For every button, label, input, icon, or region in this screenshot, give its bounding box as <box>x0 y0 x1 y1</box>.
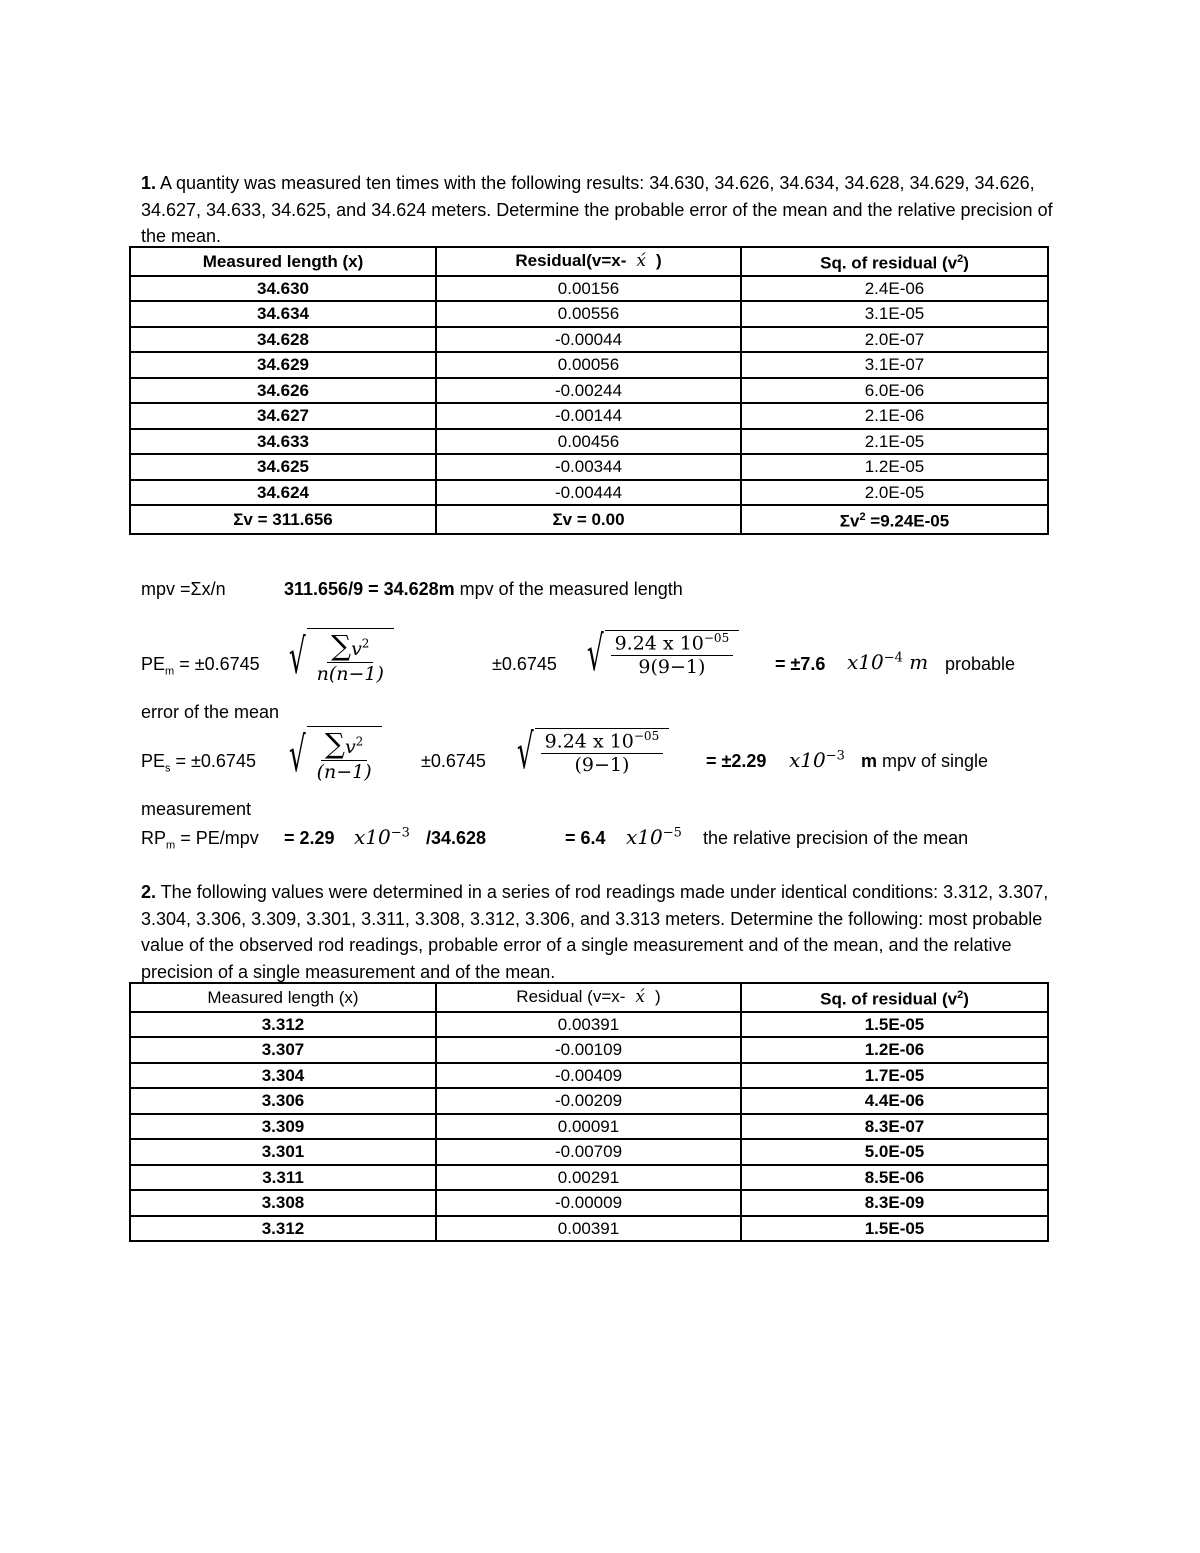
table-row <box>130 378 1048 404</box>
rpm-label: $RP_m = PE/mpv$ <box>141 828 259 852</box>
x-mean-symbol: x́ <box>636 251 646 272</box>
pem-text: probable <box>945 654 1016 674</box>
measured-length-cell: 3.307 <box>130 1037 436 1063</box>
residual-cell: -0.00444 <box>436 480 741 506</box>
residual-cell: -0.00044 <box>436 327 741 353</box>
residual-cell: 0.00391 <box>436 1012 741 1038</box>
residual-cell: 0.00091 <box>436 1114 741 1140</box>
measured-length-cell: 34.626 <box>130 378 436 404</box>
total-x: Σv = 311.656 <box>130 505 436 534</box>
mpv-text: mpv of the measured length <box>454 579 683 599</box>
col-header-measured-length: Measured length (x) <box>130 247 436 276</box>
table-totals-row <box>130 505 1048 534</box>
total-v2: $\Sigma v^2 =9.24E-05$ <box>741 505 1048 534</box>
measured-length-cell: 3.306 <box>130 1088 436 1114</box>
problem-2-table <box>129 982 1049 1242</box>
rpm-times: $x10^{-3}$ <box>354 825 410 849</box>
measured-length-cell: 34.630 <box>130 276 436 302</box>
pes-formula: √ $\frac{\sum v^2}{(n-1)}$ <box>282 726 382 783</box>
problem-2-table-body <box>130 1012 1048 1242</box>
table-row <box>130 1088 1048 1114</box>
sq-residual-cell: 2.0E-05 <box>741 480 1048 506</box>
sq-residual-cell: 8.3E-07 <box>741 1114 1048 1140</box>
rpm-text: the relative precision of the mean <box>703 828 969 848</box>
residual-cell: -0.00344 <box>436 454 741 480</box>
residual-cell: -0.00009 <box>436 1190 741 1216</box>
problem-1-text: A quantity was measured ten times with the following results: 34.630, 34.626, 34.634, 34.628, 34.629, 34.626, 34.627, 34.633, 34.625, and 34.624 meters. Determine the probable error of the mean and the relative precision of the mean. <box>141 173 1053 246</box>
problem-1-number: 1. <box>141 173 157 193</box>
measured-length-cell: 34.627 <box>130 403 436 429</box>
table-row <box>130 276 1048 302</box>
residual-cell: -0.00244 <box>436 378 741 404</box>
pem-times: $x10^{-4}$ m <box>847 650 929 674</box>
pes-text-2: measurement <box>141 799 252 819</box>
measured-length-cell: 3.308 <box>130 1190 436 1216</box>
measured-length-cell: 3.301 <box>130 1139 436 1165</box>
sq-residual-cell: 1.5E-05 <box>741 1216 1048 1242</box>
table-row <box>130 1216 1048 1242</box>
residual-cell: -0.00109 <box>436 1037 741 1063</box>
rpm-times-2: $x10^{-5}$ <box>626 825 682 849</box>
rpm-div: /34.628 <box>426 828 487 848</box>
table-row <box>130 1037 1048 1063</box>
pes-coef: ±0.6745 <box>421 751 486 771</box>
rpm-result: = 6.4 <box>565 828 606 848</box>
sq-residual-cell: 3.1E-05 <box>741 301 1048 327</box>
measured-length-cell: 34.634 <box>130 301 436 327</box>
table-row <box>130 1114 1048 1140</box>
pem-text-2: error of the mean <box>141 702 280 722</box>
measured-length-cell: 34.628 <box>130 327 436 353</box>
sq-residual-cell: 6.0E-06 <box>741 378 1048 404</box>
table-row <box>130 480 1048 506</box>
table-row <box>130 1190 1048 1216</box>
pem-coef: ±0.6745 <box>492 654 557 674</box>
sq-residual-cell: 1.2E-05 <box>741 454 1048 480</box>
sq-residual-cell: 1.5E-05 <box>741 1012 1048 1038</box>
problem-1-table <box>129 246 1049 535</box>
x-mean-symbol: x́ <box>635 987 646 1008</box>
measured-length-cell: 3.312 <box>130 1012 436 1038</box>
sq-residual-cell: 4.4E-06 <box>741 1088 1048 1114</box>
sq-residual-cell: 8.5E-06 <box>741 1165 1048 1191</box>
table-row <box>130 429 1048 455</box>
measured-length-cell: 3.304 <box>130 1063 436 1089</box>
measured-length-cell: 3.311 <box>130 1165 436 1191</box>
mpv-label: mpv =Σx/n <box>141 579 226 599</box>
residual-cell: 0.00391 <box>436 1216 741 1242</box>
residual-cell: -0.00409 <box>436 1063 741 1089</box>
measured-length-cell: 34.624 <box>130 480 436 506</box>
sq-residual-cell: 2.4E-06 <box>741 276 1048 302</box>
table-row <box>130 1012 1048 1038</box>
measured-length-cell: 34.629 <box>130 352 436 378</box>
problem-1-table-body <box>130 276 1048 506</box>
table-row <box>130 403 1048 429</box>
table-header-row <box>130 247 1048 276</box>
problem-2-text: The following values were determined in a series of rod readings made under identical conditions: 3.312, 3.307, 3.304, 3.306, 3.309, 3.301, 3.311, 3.308, 3.312, 3.306, and 3.313 meters. Determine the following: most probable value of the observed rod readings, probable error of a single measurement and of the mean, and the relative precision of a single measurement and of the mean. <box>141 882 1049 982</box>
residual-cell: 0.00291 <box>436 1165 741 1191</box>
table-row <box>130 1165 1048 1191</box>
problem-2-number: 2. <box>141 882 157 902</box>
residual-cell: -0.00209 <box>436 1088 741 1114</box>
total-v: Σv = 0.00 <box>436 505 741 534</box>
table-row <box>130 1063 1048 1089</box>
table-header-row <box>130 983 1048 1012</box>
col-header-residual: Residual (v=x- x́ ) <box>436 983 741 1012</box>
sq-residual-cell: 2.0E-07 <box>741 327 1048 353</box>
sq-residual-cell: 8.3E-09 <box>741 1190 1048 1216</box>
table-row <box>130 454 1048 480</box>
problem-1-statement <box>141 170 1061 250</box>
pes-times: $x10^{-3}$ <box>789 748 845 772</box>
residual-cell: 0.00056 <box>436 352 741 378</box>
pem-values: √ $\frac{9.24 x 10^{-05}}{9(9-1)}$ <box>580 630 739 678</box>
pes-values: √ $\frac{9.24 x 10^{-05}}{(9-1)}$ <box>510 728 669 776</box>
col-header-sq-residual: Sq. of residual $(v^2)$ <box>741 983 1048 1012</box>
pes-label: $PE_s = \pm 0.6745$ <box>141 751 256 775</box>
pem-label: $PE_m = \pm 0.6745$ <box>141 654 260 678</box>
residual-cell: 0.00156 <box>436 276 741 302</box>
sq-residual-cell: 3.1E-07 <box>741 352 1048 378</box>
col-header-residual: Residual(v=x- x́ ) <box>436 247 741 276</box>
measured-length-cell: 34.625 <box>130 454 436 480</box>
measured-length-cell: 34.633 <box>130 429 436 455</box>
measured-length-cell: 3.312 <box>130 1216 436 1242</box>
sq-residual-cell: 1.7E-05 <box>741 1063 1048 1089</box>
pes-text: m mpv of single <box>861 751 989 771</box>
col-header-measured-length: Measured length (x) <box>130 983 436 1012</box>
table-row <box>130 1139 1048 1165</box>
pem-formula: √ $\frac{\sum v^2}{n(n-1)}$ <box>282 628 394 685</box>
pem-result: = ±7.6 <box>775 654 826 674</box>
sq-residual-cell: 1.2E-06 <box>741 1037 1048 1063</box>
residual-cell: 0.00556 <box>436 301 741 327</box>
problem-2-statement <box>141 879 1061 985</box>
mpv-line <box>284 578 683 600</box>
measured-length-cell: 3.309 <box>130 1114 436 1140</box>
residual-cell: 0.00456 <box>436 429 741 455</box>
col-header-sq-residual: Sq. of residual $(v^2)$ <box>741 247 1048 276</box>
table-row <box>130 352 1048 378</box>
residual-cell: -0.00709 <box>436 1139 741 1165</box>
table-row <box>130 301 1048 327</box>
sq-residual-cell: 2.1E-06 <box>741 403 1048 429</box>
table-row <box>130 327 1048 353</box>
mpv-calc: 311.656/9 = 34.628m <box>284 579 455 599</box>
sq-residual-cell: 2.1E-05 <box>741 429 1048 455</box>
residual-cell: -0.00144 <box>436 403 741 429</box>
rpm-val: = 2.29 <box>284 828 335 848</box>
sq-residual-cell: 5.0E-05 <box>741 1139 1048 1165</box>
pes-result: = ±2.29 <box>706 751 767 771</box>
